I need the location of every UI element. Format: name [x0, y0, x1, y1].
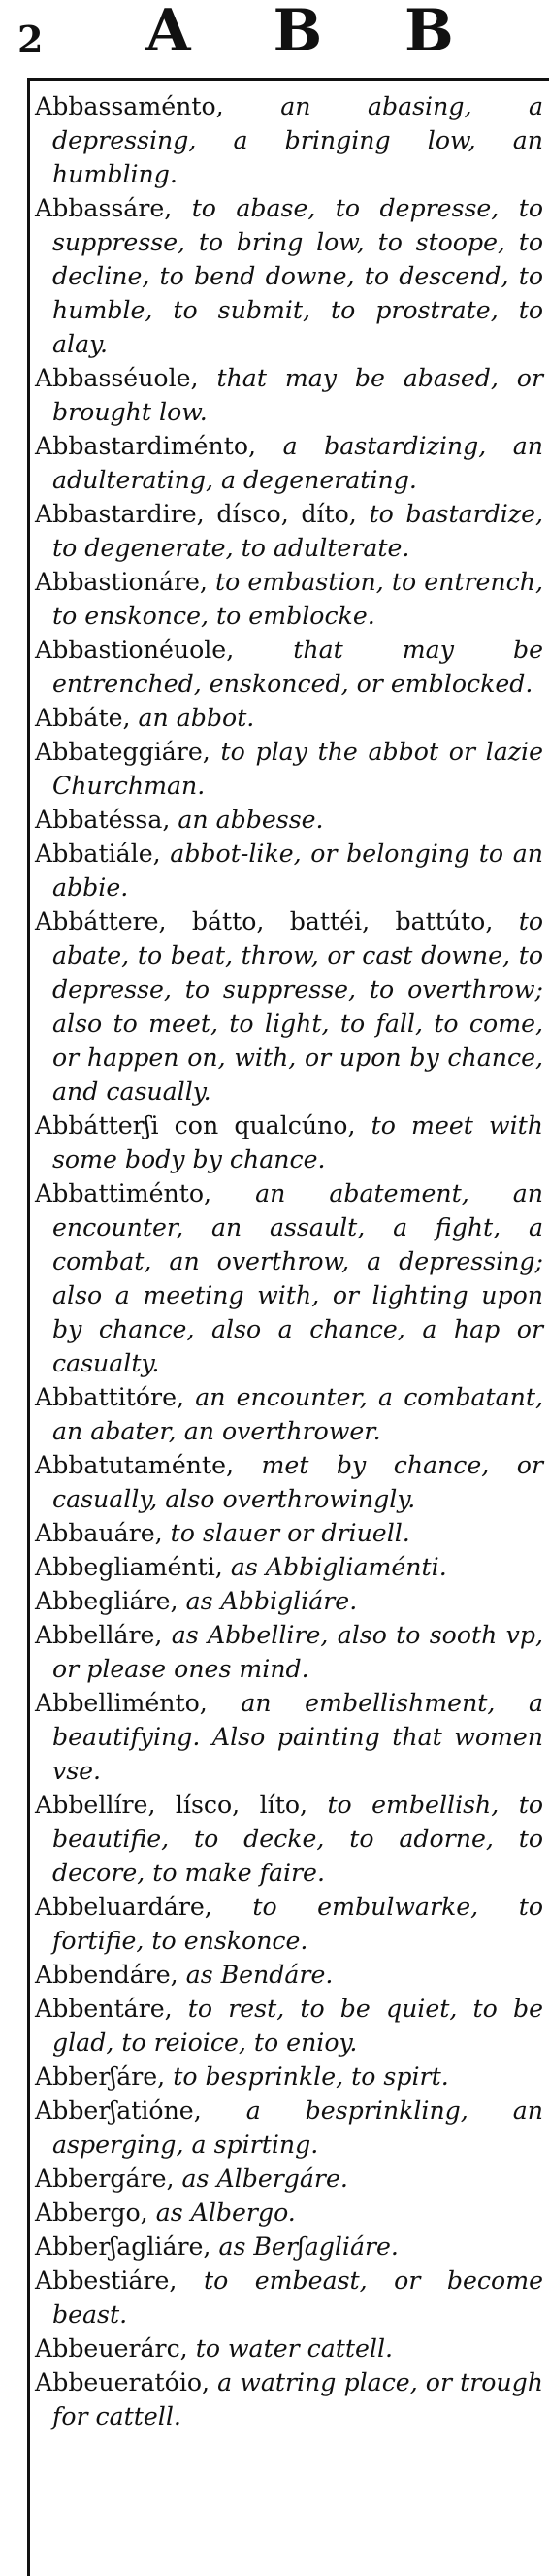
dictionary-entry [35, 1992, 543, 2060]
running-head: A B B [145, 0, 485, 65]
entry-headword: Abbendáre, [35, 1961, 178, 1989]
entry-definition: an embellishment, a beautifying. Also painting that women vse. [52, 1689, 543, 1785]
dictionary-entry [35, 1686, 543, 1788]
entry-headword: Abbelláre, [35, 1621, 163, 1649]
entry-headword: Abbellíre, lísco, líto, [35, 1791, 308, 1819]
entry-headword: Abbatiále, [35, 840, 161, 868]
dictionary-entry [35, 2365, 543, 2433]
entry-headword: Abbátterʃi con qualcúno, [35, 1111, 356, 1139]
entry-definition: to embeast, or become beast. [52, 2266, 543, 2328]
entry-definition: an abasing, a depressing, a bringing low, an humbling. [52, 92, 543, 188]
dictionary-entry [35, 2263, 543, 2331]
entry-definition: an abatement, an encounter, an assault, a fight, a combat, an overthrow, a depressing; also a meeting with, or lighting upon by chance, also a chance, a hap or casualty. [52, 1179, 543, 1377]
column-rule [27, 78, 30, 2576]
dictionary-entry [35, 905, 543, 1108]
dictionary-entry [35, 2060, 543, 2094]
dictionary-entry [35, 1890, 543, 1958]
dictionary-entry [35, 89, 543, 191]
entry-headword: Abbattiménto, [35, 1179, 212, 1207]
entry-definition: to bastardize, to degenerate, to adulterate. [52, 500, 543, 562]
dictionary-entry [35, 2229, 543, 2263]
dictionary-entry [35, 1176, 543, 1380]
entry-definition: a bastardizing, an adulterating, a degenerating. [52, 432, 543, 494]
entry-definition: to meet with some body by chance. [52, 1111, 543, 1173]
entry-definition: as Albergáre. [181, 2164, 348, 2193]
entry-definition: as Albergo. [155, 2198, 296, 2227]
entry-headword: Abberʃagliáre, [35, 2232, 211, 2261]
entry-headword: Abbentáre, [35, 1995, 173, 2023]
dictionary-entry [35, 361, 543, 429]
dictionary-entry [35, 701, 543, 735]
entry-definition: that may be abased, or brought low. [52, 364, 543, 426]
entry-headword: Abbastionéuole, [35, 636, 235, 664]
entry-definition: as Abbigliáre. [185, 1587, 358, 1615]
dictionary-entry [35, 735, 543, 803]
dictionary-entry [35, 497, 543, 565]
dictionary-entry [35, 2094, 543, 2162]
entry-headword: Abbáte, [35, 704, 131, 732]
entry-headword: Abbastardire, dísco, díto, [35, 500, 357, 528]
dictionary-entry [35, 1584, 543, 1618]
entry-definition: an abbesse. [178, 806, 324, 834]
entry-headword: Abbegliaménti, [35, 1553, 223, 1581]
dictionary-entry [35, 1108, 543, 1176]
dictionary-entry [35, 633, 543, 701]
dictionary-entry [35, 565, 543, 633]
entry-definition: to play the abbot or lazie Churchman. [52, 738, 543, 800]
entry-definition: to besprinkle, to spirt. [173, 2063, 449, 2091]
entry-headword: Abbáttere, bátto, battéi, battúto, [35, 908, 494, 936]
entry-definition: to abase, to depresse, to suppresse, to bring low, to stoope, to decline, to bend downe, to descend, to humble, to submit, to prostrate, to alay. [52, 194, 543, 358]
entry-definition: met by chance, or casually, also overthrowingly. [52, 1451, 543, 1513]
header-rule [27, 78, 549, 81]
entry-headword: Abbegliáre, [35, 1587, 178, 1615]
entry-headword: Abbestiáre, [35, 2266, 178, 2295]
entry-definition: to embulwarke, to fortifie, to enskonce. [52, 1893, 543, 1955]
entry-headword: Abbassaménto, [35, 92, 224, 120]
entry-headword: Abberʃáre, [35, 2063, 166, 2091]
entry-headword: Abbastionáre, [35, 568, 208, 596]
entry-headword: Abbassáre, [35, 194, 173, 222]
entry-headword: Abbeueratóio, [35, 2368, 210, 2396]
dictionary-entry [35, 803, 543, 837]
entry-headword: Abbelliménto, [35, 1689, 208, 1717]
dictionary-entry [35, 1380, 543, 1448]
dictionary-entry [35, 2196, 543, 2229]
entry-definition: a watring place, or trough for cattell. [52, 2368, 543, 2430]
dictionary-entry [35, 2162, 543, 2196]
entry-definition: abbot-like, or belonging to an abbie. [52, 840, 543, 902]
entry-headword: Abbatéssa, [35, 806, 171, 834]
entry-headword: Abbergo, [35, 2198, 148, 2227]
entry-headword: Abbastardiménto, [35, 432, 257, 460]
entry-definition: as Berʃagliáre. [218, 2232, 399, 2261]
dictionary-entry [35, 191, 543, 361]
entry-headword: Abberʃatióne, [35, 2097, 202, 2125]
entry-definition: to rest, to be quiet, to be glad, to reioice, to enioy. [52, 1995, 543, 2057]
page-number: 2 [17, 17, 44, 61]
entry-headword: Abbateggiáre, [35, 738, 210, 766]
dictionary-entry [35, 1618, 543, 1686]
entry-definition: an abbot. [138, 704, 255, 732]
entry-definition: to slauer or driuell. [170, 1519, 410, 1547]
dictionary-entry [35, 1788, 543, 1890]
entry-headword: Abbeluardáre, [35, 1893, 212, 1921]
dictionary-entry [35, 1958, 543, 1992]
entry-definition: an encounter, a combatant, an abater, an overthrower. [52, 1383, 543, 1445]
entry-definition: that may be entrenched, enskonced, or emblocked. [52, 636, 544, 698]
entry-definition: to abate, to beat, throw, or cast downe, to depresse, to suppresse, to overthrow; also to meet, to light, to fall, to come, or happen on, with, or upon by chance, and casually. [52, 908, 543, 1106]
entry-headword: Abbergáre, [35, 2164, 175, 2193]
entry-headword: Abbatutaménte, [35, 1451, 234, 1479]
dictionary-entry [35, 1448, 543, 1516]
entry-definition: as Bendáre. [185, 1961, 334, 1989]
entry-definition: to embastion, to entrench, to enskonce, to emblocke. [52, 568, 543, 630]
page-header [0, 0, 549, 76]
entry-definition: as Abbellire, also to sooth vp, or please ones mind. [52, 1621, 543, 1683]
dictionary-column [35, 89, 543, 2433]
entry-headword: Abbasséuole, [35, 364, 199, 392]
dictionary-entry [35, 837, 543, 905]
entry-headword: Abbauáre, [35, 1519, 163, 1547]
dictionary-entry [35, 1516, 543, 1550]
entry-headword: Abbeuerárc, [35, 2334, 188, 2362]
entry-definition: to embellish, to beautifie, to decke, to adorne, to decore, to make faire. [52, 1791, 543, 1887]
entry-definition: a besprinkling, an asperging, a spirting. [52, 2097, 543, 2159]
dictionary-entry [35, 1550, 543, 1584]
entry-definition: to water cattell. [195, 2334, 394, 2362]
entry-headword: Abbattitóre, [35, 1383, 184, 1411]
dictionary-entry [35, 429, 543, 497]
dictionary-entry [35, 2331, 543, 2365]
entry-definition: as Abbigliaménti. [230, 1553, 447, 1581]
